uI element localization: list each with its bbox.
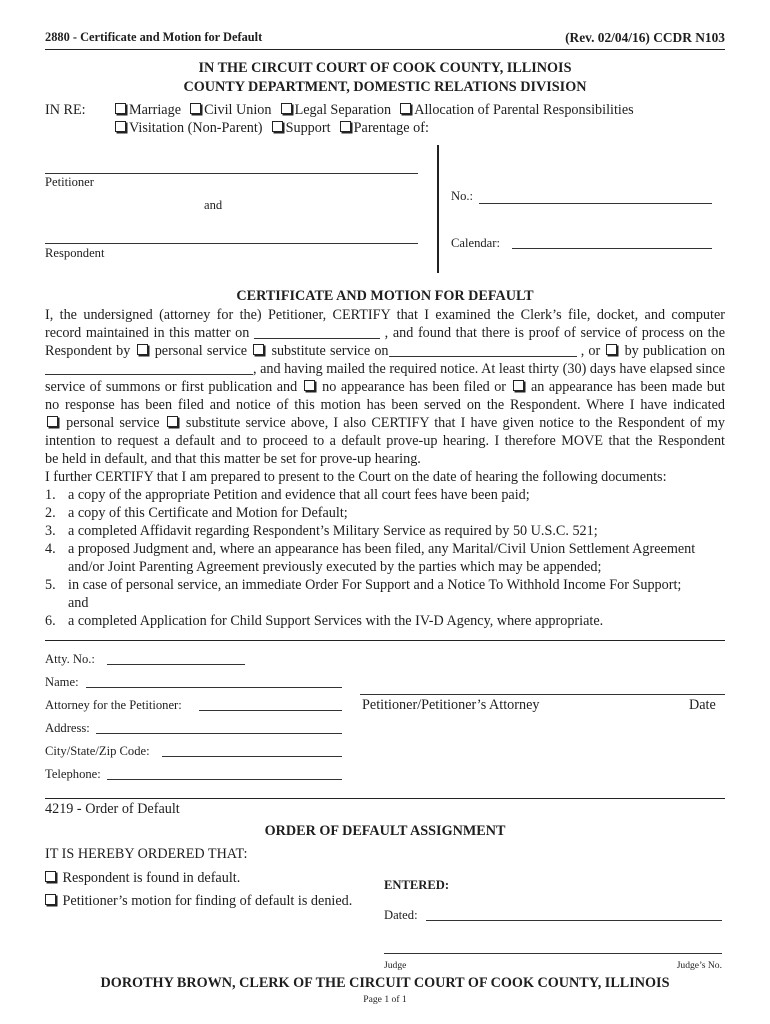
name-field[interactable] xyxy=(86,687,342,688)
calendar-field[interactable] xyxy=(512,248,712,249)
list-item xyxy=(45,576,725,612)
cert-line-4 xyxy=(45,360,725,378)
list-text: a completed Application for Child Support Services with the IV-D Agency, where appropriate. xyxy=(68,613,604,629)
cert-line-6: no response has been filed and notice of this motion has been served on the Respondent. Where I have indicated xyxy=(45,397,725,413)
default-denied-checkbox[interactable] xyxy=(45,894,56,905)
list-text: and xyxy=(68,595,89,611)
atty-no-field[interactable] xyxy=(107,664,245,665)
in-re-label: IN RE: xyxy=(45,102,86,118)
publication-date-field[interactable] xyxy=(45,362,253,375)
list-number: 5. xyxy=(45,577,56,593)
list-text: in case of personal service, an immediate Order For Support and a Notice To Withhold Income For Support; xyxy=(68,577,682,593)
legal-separation-label: Legal Separation xyxy=(294,102,392,118)
list-item xyxy=(45,612,725,630)
respondent-line[interactable] xyxy=(45,243,418,244)
cert-text: , and found that there is proof of service of process on the xyxy=(384,325,726,341)
form-revision: (Rev. 02/04/16) CCDR N103 xyxy=(565,30,725,45)
address-field[interactable] xyxy=(96,733,342,734)
marriage-label: Marriage xyxy=(129,102,181,118)
default-found-checkbox[interactable] xyxy=(45,871,56,882)
header-rule xyxy=(45,49,725,50)
no-appearance-checkbox[interactable] xyxy=(304,380,315,391)
publication-checkbox[interactable] xyxy=(606,344,617,355)
section-rule-1 xyxy=(45,640,725,641)
list-item xyxy=(45,540,725,576)
cert-text: by publication on xyxy=(624,343,726,359)
petitioner-label: Petitioner xyxy=(45,175,94,189)
parentage-label: Parentage of: xyxy=(353,120,429,136)
parentage-checkbox[interactable] xyxy=(340,121,351,132)
certificate-body xyxy=(45,306,725,486)
visitation-label: Visitation (Non-Parent) xyxy=(129,120,263,136)
calendar-label: Calendar: xyxy=(451,236,500,250)
respondent-label: Respondent xyxy=(45,246,105,260)
list-number: 4. xyxy=(45,541,56,557)
allocation-checkbox[interactable] xyxy=(400,103,411,114)
cert-line-9: be held in default, and that this matter be set for prove-up hearing. xyxy=(45,451,421,467)
cert-text: an appearance has been made but xyxy=(530,379,726,395)
judge-number-label: Judge’s No. xyxy=(676,960,722,971)
dated-label: Dated: xyxy=(384,908,418,922)
in-re-options-row2 xyxy=(113,120,429,137)
order-option-label: Respondent is found in default. xyxy=(62,870,241,886)
civil-union-label: Civil Union xyxy=(204,102,272,118)
signature-label: Petitioner/Petitioner’s Attorney xyxy=(362,697,540,713)
personal-service-checkbox[interactable] xyxy=(137,344,148,355)
list-text: a copy of this Certificate and Motion for Default; xyxy=(68,505,348,521)
document-list xyxy=(45,486,725,630)
atty-no-label: Atty. No.: xyxy=(45,652,95,666)
telephone-label: Telephone: xyxy=(45,767,101,781)
visitation-checkbox[interactable] xyxy=(115,121,126,132)
judge-label: Judge xyxy=(384,960,407,971)
entered-label: ENTERED: xyxy=(384,878,450,892)
order-code: 4219 - Order of Default xyxy=(45,801,180,817)
attorney-for-field[interactable] xyxy=(199,710,342,711)
cert-text: substitute service above, I also CERTIFY that I have given notice to the Respondent of my xyxy=(185,415,725,431)
cert-text: , or xyxy=(580,343,601,359)
case-number-label: No.: xyxy=(451,189,474,203)
section-rule-2 xyxy=(45,798,725,799)
cert-text: personal service xyxy=(66,415,160,431)
ordered-text: IT IS HEREBY ORDERED THAT: xyxy=(45,846,248,862)
signature-line[interactable] xyxy=(360,694,725,695)
substitute-service-date-field[interactable] xyxy=(389,344,577,357)
list-text: a proposed Judgment and, where an appearance has been filed, any Marital/Civil Union Settlement Agreement xyxy=(68,541,696,557)
court-name: IN THE CIRCUIT COURT OF COOK COUNTY, ILLINOIS xyxy=(198,60,572,76)
page-number: Page 1 of 1 xyxy=(363,994,407,1005)
clerk-footer: DOROTHY BROWN, CLERK OF THE CIRCUIT COURT OF COOK COUNTY, ILLINOIS xyxy=(100,975,670,991)
cert-line-2 xyxy=(45,324,725,342)
case-number-field[interactable] xyxy=(479,203,712,204)
caption-divider xyxy=(437,145,439,273)
petitioner-line[interactable] xyxy=(45,173,418,174)
list-text: and/or Joint Parenting Agreement previously executed by the parties which may be appended; xyxy=(68,559,602,575)
order-option-label: Petitioner’s motion for finding of default is denied. xyxy=(62,893,353,909)
list-text: a copy of the appropriate Petition and evidence that all court fees have been paid; xyxy=(68,487,530,503)
cert-text: no appearance has been filed or xyxy=(322,379,507,395)
list-item xyxy=(45,522,725,540)
and-label: and xyxy=(204,198,223,212)
cert-text: substitute service on xyxy=(271,343,389,359)
examined-date-field[interactable] xyxy=(254,326,380,339)
order-option-default xyxy=(45,870,240,887)
cert-text: Respondent by xyxy=(45,343,131,359)
cert-line-7 xyxy=(45,414,725,432)
telephone-field[interactable] xyxy=(107,779,342,780)
appearance-made-checkbox[interactable] xyxy=(513,380,524,391)
order-title: ORDER OF DEFAULT ASSIGNMENT xyxy=(264,823,506,839)
cert-text: , and having mailed the required notice. At least thirty (30) days have elapsed since xyxy=(253,361,725,377)
allocation-label: Allocation of Parental Responsibilities xyxy=(414,102,634,118)
judge-signature-line[interactable] xyxy=(384,953,722,954)
list-number: 2. xyxy=(45,505,56,521)
in-re-options-row1 xyxy=(113,102,634,119)
attorney-for-label: Attorney for the Petitioner: xyxy=(45,698,182,712)
city-label: City/State/Zip Code: xyxy=(45,744,150,758)
cert-line-8: intention to request a default and to proceed to a default prove-up hearing. I therefore MOVE that the Respondent xyxy=(45,433,725,449)
form-title: 2880 - Certificate and Motion for Default xyxy=(45,30,263,44)
legal-separation-checkbox[interactable] xyxy=(281,103,292,114)
cert-text: record maintained in this matter on xyxy=(45,325,250,341)
name-label: Name: xyxy=(45,675,79,689)
support-checkbox[interactable] xyxy=(272,121,283,132)
notice-substitute-service-checkbox[interactable] xyxy=(167,416,178,427)
dated-field[interactable] xyxy=(426,920,722,921)
list-item xyxy=(45,486,725,504)
cert-line-3 xyxy=(45,342,725,360)
list-number: 6. xyxy=(45,613,56,629)
list-number: 3. xyxy=(45,523,56,539)
support-label: Support xyxy=(285,120,331,136)
cert-line-1: I, the undersigned (attorney for the) Petitioner, CERTIFY that I examined the Clerk’s file, docket, and computer xyxy=(45,307,725,323)
notice-personal-service-checkbox[interactable] xyxy=(47,416,58,427)
cert-text: service of summons or first publication and xyxy=(45,379,298,395)
order-option-denied xyxy=(45,893,352,910)
city-field[interactable] xyxy=(162,756,342,757)
court-division: COUNTY DEPARTMENT, DOMESTIC RELATIONS DIVISION xyxy=(183,79,587,95)
list-number: 1. xyxy=(45,487,56,503)
substitute-service-checkbox[interactable] xyxy=(253,344,264,355)
certificate-title: CERTIFICATE AND MOTION FOR DEFAULT xyxy=(236,288,534,304)
address-label: Address: xyxy=(45,721,90,735)
cert-line-5 xyxy=(45,378,725,396)
cert-line-10: I further CERTIFY that I am prepared to present to the Court on the date of hearing the following documents: xyxy=(45,469,667,485)
list-text: a completed Affidavit regarding Respondent’s Military Service as required by 50 U.S.C. 521; xyxy=(68,523,598,539)
signature-date-label: Date xyxy=(689,697,716,713)
civil-union-checkbox[interactable] xyxy=(190,103,201,114)
cert-text: personal service xyxy=(154,343,248,359)
list-item xyxy=(45,504,725,522)
marriage-checkbox[interactable] xyxy=(115,103,126,114)
